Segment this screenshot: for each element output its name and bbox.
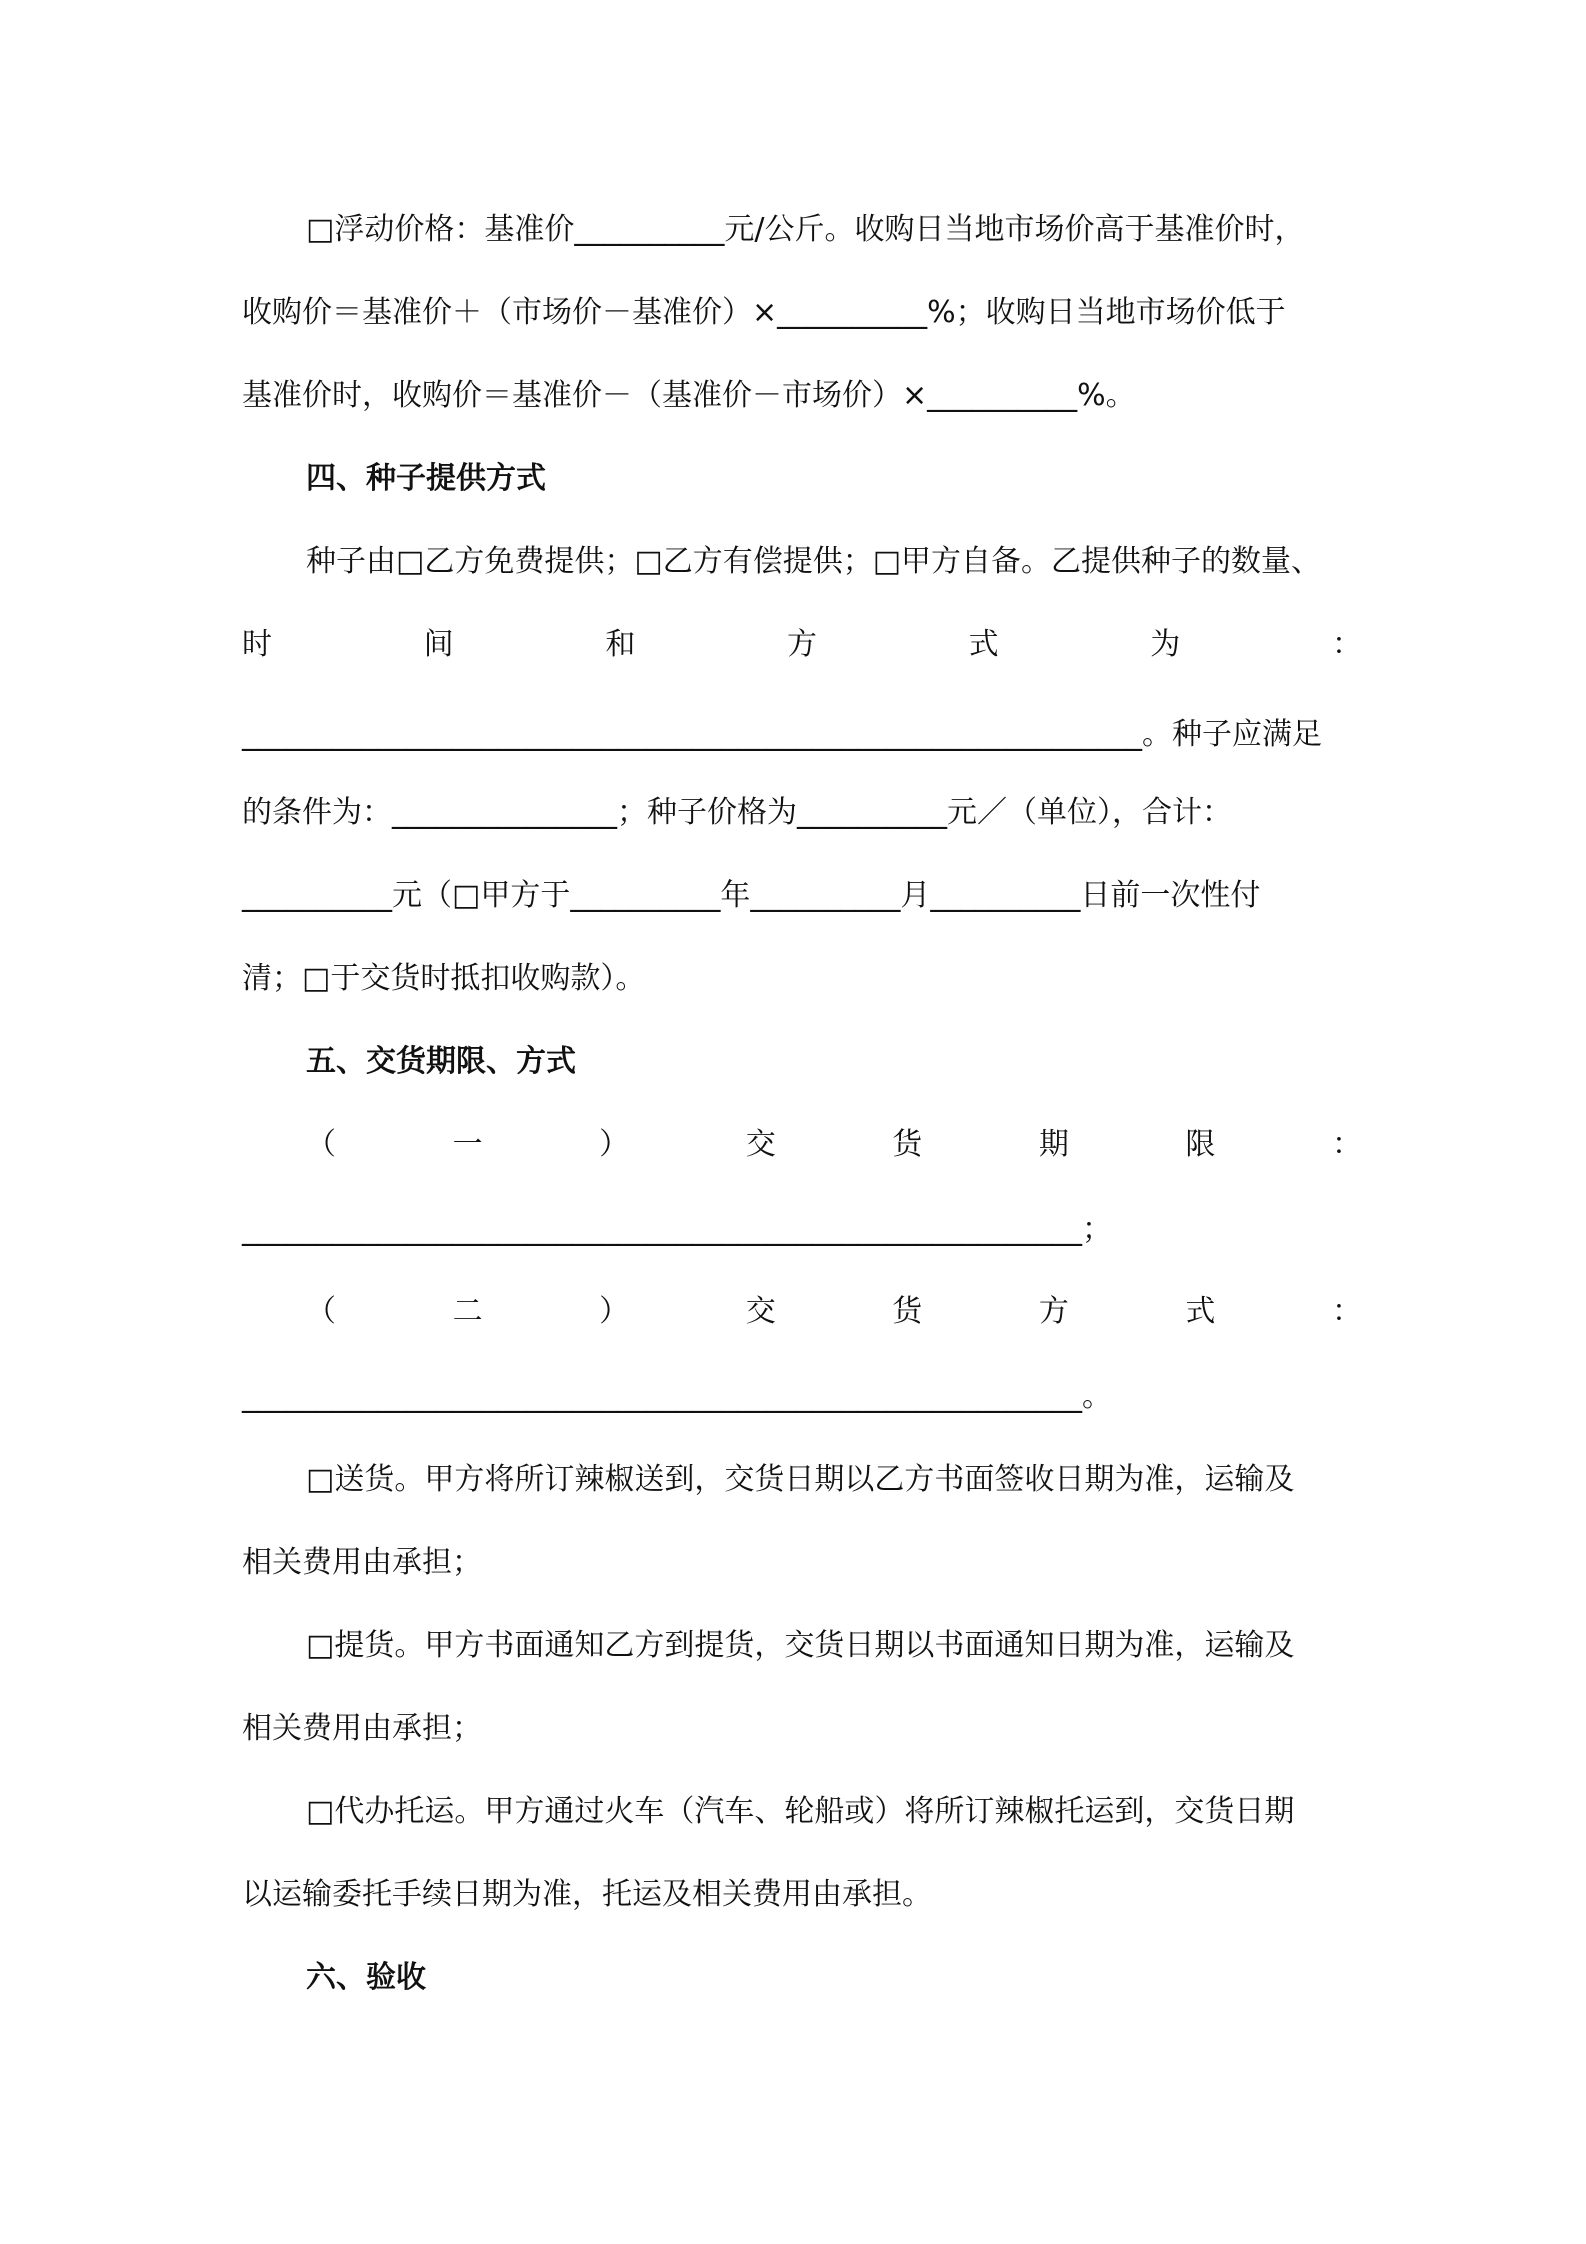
seed-payment-deduction: 清；□于交货时抵扣收购款）。 — [242, 961, 646, 996]
section-heading-seed-supply: 四、种子提供方式 — [306, 461, 546, 496]
spread-char: ） — [599, 1127, 630, 1162]
seed-supply-options: 种子由□乙方免费提供；□乙方有偿提供；□甲方自备。乙提供种子的数量、 — [306, 544, 1322, 579]
delivery-method-label — [306, 1292, 1362, 1332]
spread-char: 方 — [786, 627, 817, 662]
delivery-deadline-blank: ________________________________________________________； — [242, 1212, 1112, 1247]
spread-char: 交 — [745, 1127, 776, 1162]
seed-details-blank-line: ____________________________________________________________。种子应满足 — [242, 717, 1322, 752]
delivery-option-consignment-cost: 以运输委托手续日期为准，托运及相关费用由承担。 — [242, 1877, 932, 1912]
seed-payment-terms: __________元（□甲方于__________年__________月__________日前一次性付 — [242, 878, 1261, 913]
delivery-option-pickup-cost: 相关费用由承担； — [242, 1711, 482, 1746]
purchase-price-formula-high: 收购价＝基准价＋（市场价－基准价）×__________%；收购日当地市场价低于 — [242, 295, 1286, 330]
purchase-price-formula-low: 基准价时，收购价＝基准价－（基准价－市场价）×__________%。 — [242, 378, 1136, 413]
spread-char: 时 — [242, 627, 272, 662]
seed-conditions-and-price: 的条件为：_______________；种子价格为__________元／（单位），合计： — [242, 795, 1232, 830]
spread-char: 货 — [892, 1127, 923, 1162]
spread-char: 间 — [423, 627, 454, 662]
spread-char: 式 — [968, 627, 999, 662]
spread-char: 货 — [892, 1294, 923, 1329]
spread-char: 期 — [1038, 1127, 1069, 1162]
delivery-option-send-cost: 相关费用由承担； — [242, 1545, 482, 1580]
spread-char: ： — [1331, 1127, 1362, 1162]
delivery-option-consignment: □代办托运。甲方通过火车（汽车、轮船或）将所订辣椒托运到，交货日期 — [306, 1794, 1295, 1829]
spread-char: 交 — [745, 1294, 776, 1329]
delivery-option-pickup: □提货。甲方书面通知乙方到提货，交货日期以书面通知日期为准，运输及 — [306, 1628, 1295, 1663]
spread-char: 和 — [605, 627, 636, 662]
spread-char: ： — [1331, 1294, 1362, 1329]
spread-char: ） — [599, 1294, 630, 1329]
delivery-method-blank: ________________________________________________________。 — [242, 1379, 1112, 1414]
floating-price-option: □浮动价格：基准价__________元/公斤。收购日当地市场价高于基准价时， — [306, 212, 1305, 247]
section-heading-acceptance: 六、验收 — [306, 1960, 426, 1995]
spread-char: 式 — [1185, 1294, 1216, 1329]
spread-char: 为 — [1150, 627, 1181, 662]
spread-char: （ — [306, 1127, 336, 1162]
spread-char: ： — [1331, 627, 1362, 662]
delivery-deadline-label — [306, 1125, 1362, 1165]
spread-char: 方 — [1038, 1294, 1069, 1329]
delivery-option-send: □送货。甲方将所订辣椒送到，交货日期以乙方书面签收日期为准，运输及 — [306, 1462, 1295, 1497]
spread-char: （ — [306, 1294, 336, 1329]
spread-char: 限 — [1185, 1127, 1216, 1162]
section-heading-delivery: 五、交货期限、方式 — [306, 1044, 576, 1079]
spread-char: 一 — [452, 1127, 483, 1162]
spread-char: 二 — [452, 1294, 483, 1329]
seed-quantity-time-method-label — [242, 625, 1362, 665]
